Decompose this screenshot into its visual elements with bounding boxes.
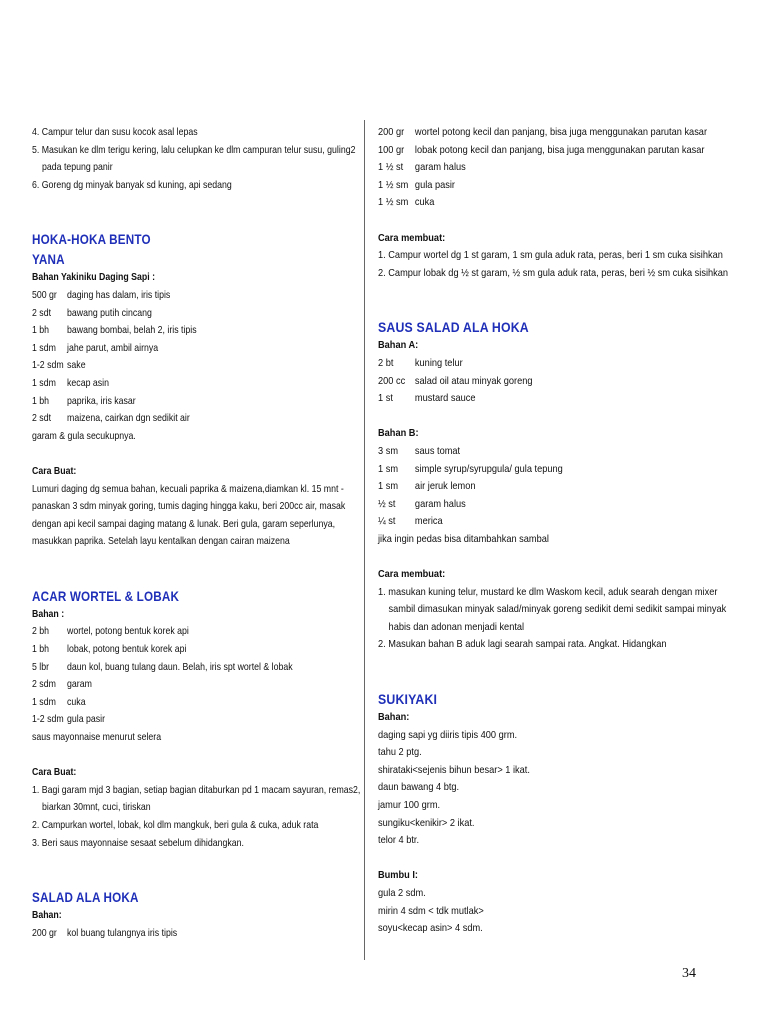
method-line: 2. Campurkan wortel, lobak, kol dlm mangkuk, beri gula & cuka, aduk rata — [32, 819, 319, 831]
ingredient-list — [32, 623, 307, 729]
ingredient-list — [378, 443, 677, 531]
step-line: 6. Goreng dg minyak banyak sd kuning, api sedang — [32, 178, 232, 191]
ingredient-note: garam & gula secukupnya. — [32, 429, 136, 442]
section-label: Cara membuat: — [378, 568, 446, 581]
ingredient-line: mirin 4 sdm < tdk mutlak> — [378, 904, 484, 917]
right-column — [378, 124, 729, 938]
method-line: masukkan paprika. Setelah layu kentalkan dengan cairan maizena — [32, 535, 290, 548]
method-line: habis dan adonan menjadi kental — [388, 620, 525, 633]
ingredient-row: 1 ½ sm gula pasir — [378, 178, 455, 191]
ingredient-row: 200 gr kol buang tulangnya iris tipis — [32, 926, 178, 939]
recipe-title-acar: ACAR WORTEL & LOBAK — [32, 587, 180, 604]
section-label: Cara membuat: — [378, 231, 446, 244]
method-line: panaskan 3 sdm minyak goring, tumis daging hingga kaku, beri 200cc air, masak — [32, 500, 346, 513]
ingredient-note: jika ingin pedas bisa ditambahkan sambal — [378, 532, 549, 545]
ingredient-row: 1 sm simple syrup/syrupgula/ gula tepung — [378, 462, 563, 475]
method-line: 1. Campur wortel dg 1 st garam, 1 sm gula aduk rata, peras, beri 1 sm cuka sisihkan — [378, 249, 723, 262]
column-divider — [364, 120, 365, 960]
ingredient-row: ½ st garam halus — [378, 497, 466, 510]
section-label: Cara Buat: — [32, 766, 77, 779]
section-label: Bahan B: — [378, 427, 419, 440]
section-label: Bahan Yakiniku Daging Sapi : — [32, 271, 156, 284]
ingredient-line: telor 4 btr. — [378, 834, 420, 847]
left-column — [32, 124, 361, 942]
section-label: Bahan: — [32, 909, 62, 922]
ingredient-row: 2 sdm garam — [32, 678, 92, 691]
ingredient-line: sungiku<kenikir> 2 ikat. — [378, 816, 475, 829]
ingredient-note: saus mayonnaise menurut selera — [32, 731, 162, 744]
ingredient-row: 100 gr lobak potong kecil dan panjang, bisa juga menggunakan parutan kasar — [378, 143, 705, 156]
method-line: dengan api kecil sampai daging matang & lunak. Beri gula, garam seperlunya, — [32, 517, 336, 530]
ingredient-row: 1 sdm jahe parut, ambil airnya — [32, 341, 159, 354]
ingredient-row: 1 bh paprika, iris kasar — [32, 394, 136, 407]
recipe-title-hoka: HOKA-HOKA BENTO — [32, 231, 151, 248]
method-line: biarkan 30mnt, cuci, tiriskan — [42, 801, 151, 814]
step-line: 4. Campur telur dan susu kocok asal lepas — [32, 126, 198, 138]
recipe-title-sukiyaki: SUKIYAKI — [378, 691, 438, 708]
ingredient-row: 1 ½ sm cuka — [378, 196, 435, 209]
ingredient-line: daun bawang 4 btg. — [378, 781, 460, 794]
step-line: 5. Masukan ke dlm terigu kering, lalu celupkan ke dlm campuran telur susu, guling2 — [32, 143, 356, 156]
ingredient-line: daging sapi yg diiris tipis 400 grm. — [378, 728, 518, 741]
section-label: Bahan A: — [378, 339, 419, 352]
ingredient-row: 2 bt kuning telur — [378, 356, 463, 369]
method-line: 1. Bagi garam mjd 3 bagian, setiap bagian ditaburkan pd 1 macam sayuran, remas2, — [32, 783, 361, 796]
section-label: Bahan : — [32, 607, 65, 620]
ingredient-row: 3 sm saus tomat — [378, 444, 461, 457]
ingredient-row: 1 st mustard sauce — [378, 392, 476, 405]
recipe-title-salad: SALAD ALA HOKA — [32, 889, 139, 906]
ingredient-row: 1 sm air jeruk lemon — [378, 480, 476, 493]
step-line: pada tepung panir — [42, 161, 113, 174]
method-line: 3. Beri saus mayonnaise sesaat sebelum dihidangkan. — [32, 836, 244, 849]
ingredient-row: 2 bh wortel, potong bentuk korek api — [32, 625, 189, 638]
ingredient-row: ¼ st merica — [378, 515, 443, 528]
section-label: Cara Buat: — [32, 464, 77, 477]
recipe-title-saus: SAUS SALAD ALA HOKA — [378, 319, 529, 336]
ingredient-row: 2 sdt maizena, cairkan dgn sedikit air — [32, 412, 190, 425]
method-line: Lumuri daging dg semua bahan, kecuali paprika & maizena,diamkan kl. 15 mnt - — [32, 482, 344, 495]
ingredient-row: 1 sdm kecap asin — [32, 376, 109, 389]
ingredient-row: 1-2 sdm gula pasir — [32, 713, 106, 726]
ingredient-row: 2 sdt bawang putih cincang — [32, 306, 152, 319]
ingredient-row: 5 lbr daun kol, buang tulang daun. Belah, iris spt wortel & lobak — [32, 660, 293, 673]
method-line: 1. masukan kuning telur, mustard ke dlm Waskom kecil, aduk searah dengan mixer — [378, 585, 718, 598]
section-label: Bumbu I: — [378, 869, 419, 882]
ingredient-row: 200 gr wortel potong kecil dan panjang, bisa juga menggunakan parutan kasar — [378, 126, 708, 138]
ingredient-line: tahu 2 ptg. — [378, 746, 422, 759]
ingredient-list — [32, 287, 307, 428]
ingredient-row: 200 cc salad oil atau minyak goreng — [378, 374, 533, 387]
method-line: sambil dimasukan minyak salad/minyak goreng sedikit demi sedikit sampai minyak — [388, 603, 727, 616]
ingredient-row: 1 sdm cuka — [32, 695, 86, 708]
ingredient-line: jamur 100 grm. — [378, 799, 441, 811]
recipe-title-hoka-2: YANA — [32, 251, 65, 268]
method-line: 2. Masukan bahan B aduk lagi searah sampai rata. Angkat. Hidangkan — [378, 638, 667, 651]
ingredient-row: 500 gr daging has dalam, iris tipis — [32, 288, 171, 301]
ingredient-line: shirataki<sejenis bihun besar> 1 ikat. — [378, 763, 530, 776]
method-line: 2. Campur lobak dg ½ st garam, ½ sm gula aduk rata, peras, beri ½ sm cuka sisihkan — [378, 266, 729, 279]
ingredient-list — [378, 355, 677, 408]
ingredient-line: soyu<kecap asin> 4 sdm. — [378, 922, 483, 935]
ingredient-row: 1-2 sdm sake — [32, 359, 86, 372]
ingredient-line: gula 2 sdm. — [378, 886, 426, 899]
ingredient-row: 1 ½ st garam halus — [378, 161, 466, 174]
section-label: Bahan: — [378, 711, 410, 724]
ingredient-row: 1 bh bawang bombai, belah 2, iris tipis — [32, 324, 197, 337]
ingredient-row: 1 bh lobak, potong bentuk korek api — [32, 643, 187, 656]
page-number: 34 — [682, 966, 696, 981]
ingredient-list — [378, 124, 708, 212]
